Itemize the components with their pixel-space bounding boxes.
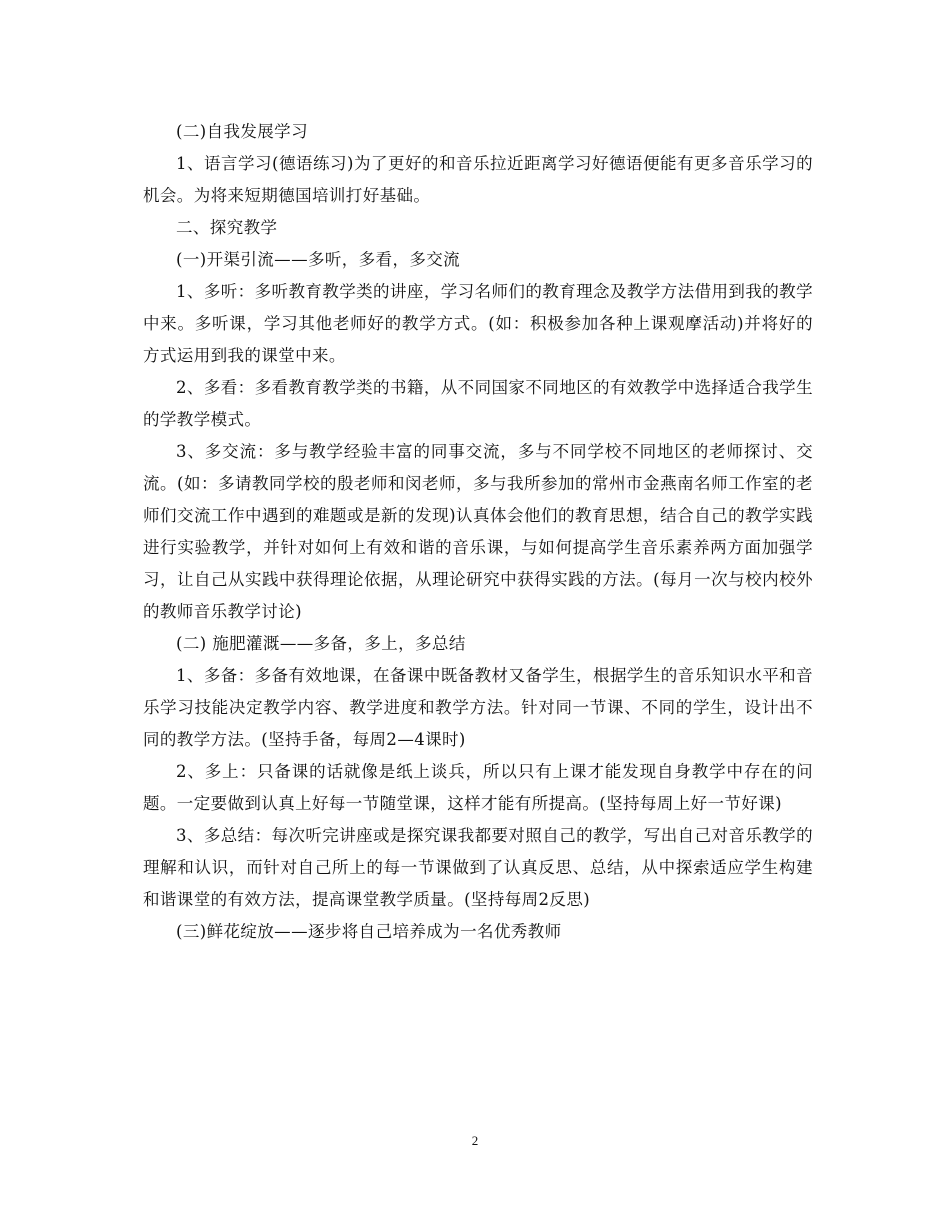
section-heading-self-development: (二)自我发展学习 bbox=[176, 122, 308, 141]
paragraph-summarize-more: 3、多总结：每次听完讲座或是探究课我都要对照自己的教学，写出自己对音乐教学的理解和认识，而针对自己所上的每一节课做到了认真反思、总结，从中探索适应学生构建和谐课堂的有效方法，提高课堂教学质量。(坚持每周2反思) bbox=[143, 826, 813, 909]
subsection-heading-open-channels: (一)开渠引流——多听，多看，多交流 bbox=[176, 250, 461, 269]
section-heading-inquiry-teaching: 二、探究教学 bbox=[176, 218, 278, 237]
paragraph-language-study: 1、语言学习(德语练习)为了更好的和音乐拉近距离学习好德语便能有更多音乐学习的机会。为将来短期德国培训打好基础。 bbox=[143, 154, 813, 205]
paragraph-teach-more: 2、多上：只备课的话就像是纸上谈兵，所以只有上课才能发现自身教学中存在的问题。一定要做到认真上好每一节随堂课，这样才能有所提高。(坚持每周上好一节好课) bbox=[143, 762, 813, 813]
subsection-heading-bloom: (三)鲜花绽放——逐步将自己培养成为一名优秀教师 bbox=[176, 922, 562, 941]
paragraph-read-more: 2、多看：多看教育教学类的书籍，从不同国家不同地区的有效教学中选择适合我学生的学教学模式。 bbox=[143, 378, 813, 429]
paragraph-communicate-more: 3、多交流：多与教学经验丰富的同事交流，多与不同学校不同地区的老师探讨、交流。(如：多请教同学校的殷老师和闵老师，多与我所参加的常州市金燕南名师工作室的老师们交流工作中遇到的难题或是新的发现)认真体会他们的教育思想，结合自己的教学实践进行实验教学，并针对如何上有效和谐的音乐课，与如何提高学生音乐素养两方面加强学习，让自己从实践中获得理论依据，从理论研究中获得实践的方法。(每月一次与校内校外的教师音乐教学讨论) bbox=[143, 442, 813, 621]
paragraph-prepare-more: 1、多备：多备有效地课，在备课中既备教材又备学生，根据学生的音乐知识水平和音乐学习技能决定教学内容、教学进度和教学方法。针对同一节课、不同的学生，设计出不同的教学方法。(坚持手备，每周2—4课时) bbox=[143, 666, 813, 749]
paragraph-listen-more: 1、多听：多听教育教学类的讲座，学习名师们的教育理念及教学方法借用到我的教学中来。多听课，学习其他老师好的教学方式。(如：积极参加各种上课观摩活动)并将好的方式运用到我的课堂中来。 bbox=[143, 282, 813, 365]
document-body bbox=[143, 116, 813, 948]
page-number: 2 bbox=[471, 1133, 479, 1148]
subsection-heading-fertilize: (二) 施肥灌溉——多备，多上，多总结 bbox=[176, 634, 466, 653]
